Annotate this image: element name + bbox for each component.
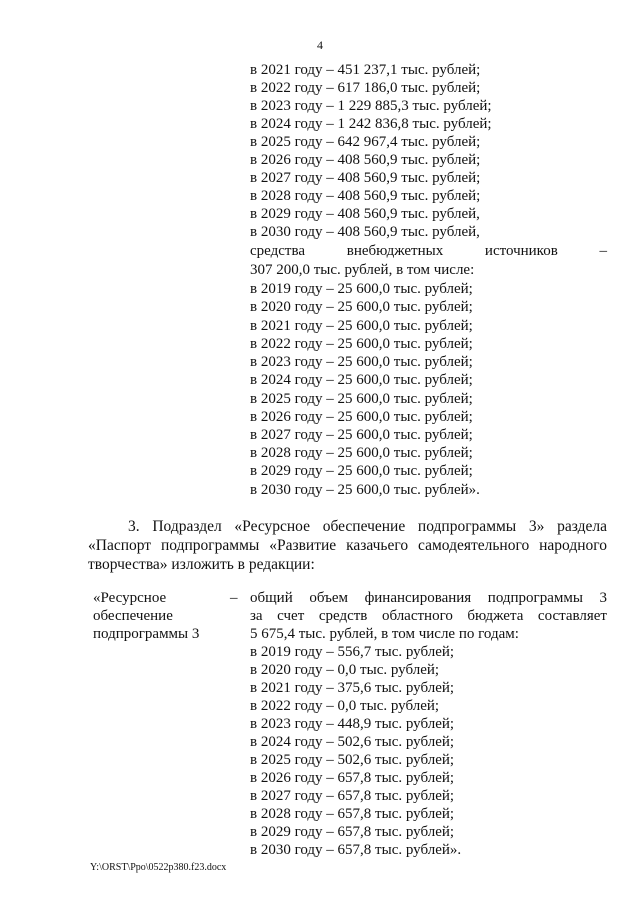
label-line: «Ресурсное (93, 590, 167, 606)
intro-line: 5 675,4 тыс. рублей, в том числе по годам: (250, 626, 519, 642)
year-line: в 2028 году – 657,8 тыс. рублей; (250, 806, 455, 822)
year-line: в 2025 году – 502,6 тыс. рублей; (250, 752, 455, 768)
paragraph-line: 3. Подраздел «Ресурсное обеспечение подпрограммы 3» раздела (128, 518, 607, 535)
year-line: в 2022 году – 0,0 тыс. рублей; (250, 698, 440, 714)
list-item: в 2023 году – 25 600,0 тыс. рублей; (250, 354, 473, 370)
list-item: в 2024 году – 25 600,0 тыс. рублей; (250, 372, 473, 388)
list-item: в 2019 году – 25 600,0 тыс. рублей; (250, 281, 473, 297)
file-path-footer: Y:\ORST\Ppo\0522p380.f23.docx (90, 862, 227, 873)
year-line: в 2024 году – 502,6 тыс. рублей; (250, 734, 455, 750)
list-item: в 2029 году – 25 600,0 тыс. рублей; (250, 463, 473, 479)
list-item: в 2026 году – 408 560,9 тыс. рублей; (250, 152, 481, 168)
year-line: в 2029 году – 657,8 тыс. рублей; (250, 824, 455, 840)
list-item: в 2027 году – 408 560,9 тыс. рублей; (250, 170, 481, 186)
dash-separator: – (230, 590, 238, 606)
label-line: обеспечение (93, 608, 173, 624)
extrabudget-word: – (599, 243, 608, 259)
list-item: в 2020 году – 25 600,0 тыс. рублей; (250, 299, 473, 315)
extrabudget-word: внебюджетных (346, 243, 444, 259)
list-item: в 2023 году – 1 229 885,3 тыс. рублей; (250, 98, 492, 114)
year-line: в 2030 году – 657,8 тыс. рублей». (250, 842, 462, 858)
intro-line: за счет средств областного бюджета составляет (250, 608, 607, 624)
year-line: в 2021 году – 375,6 тыс. рублей; (250, 680, 455, 696)
extrabudget-total: 307 200,0 тыс. рублей, в том числе: (250, 262, 475, 278)
extrabudget-word: средства (250, 243, 306, 259)
list-item: в 2024 году – 1 242 836,8 тыс. рублей; (250, 116, 492, 132)
list-item: в 2021 году – 25 600,0 тыс. рублей; (250, 318, 473, 334)
intro-line: общий объем финансирования подпрограммы 3 (250, 590, 607, 606)
year-line: в 2026 году – 657,8 тыс. рублей; (250, 770, 455, 786)
year-line: в 2023 году – 448,9 тыс. рублей; (250, 716, 455, 732)
list-item: в 2021 году – 451 237,1 тыс. рублей; (250, 62, 481, 78)
year-line: в 2027 году – 657,8 тыс. рублей; (250, 788, 455, 804)
year-line: в 2020 году – 0,0 тыс. рублей; (250, 662, 440, 678)
list-item: в 2029 году – 408 560,9 тыс. рублей, (250, 206, 480, 222)
amendment-paragraph (88, 518, 607, 574)
extrabudget-word: источников (484, 243, 558, 259)
extrabudget-line (250, 242, 607, 260)
page-number: 4 (317, 38, 323, 52)
list-item: в 2022 году – 617 186,0 тыс. рублей; (250, 80, 481, 96)
paragraph-line: «Паспорт подпрограммы «Развитие казачьего самодеятельного народного (88, 537, 607, 554)
list-item: в 2026 году – 25 600,0 тыс. рублей; (250, 409, 473, 425)
list-item: в 2028 году – 408 560,9 тыс. рублей; (250, 188, 481, 204)
list-item: в 2030 году – 408 560,9 тыс. рублей, (250, 224, 480, 240)
list-item: в 2025 году – 642 967,4 тыс. рублей; (250, 134, 481, 150)
paragraph-line: творчества» изложить в редакции: (88, 556, 315, 573)
list-item: в 2028 году – 25 600,0 тыс. рублей; (250, 445, 473, 461)
year-line: в 2019 году – 556,7 тыс. рублей; (250, 644, 455, 660)
resource-label-cell (93, 589, 243, 643)
list-item: в 2022 году – 25 600,0 тыс. рублей; (250, 336, 473, 352)
list-item: в 2025 году – 25 600,0 тыс. рублей; (250, 391, 473, 407)
list-item: в 2027 году – 25 600,0 тыс. рублей; (250, 427, 473, 443)
label-line: подпрограммы 3 (93, 626, 200, 642)
list-item: в 2030 году – 25 600,0 тыс. рублей». (250, 482, 480, 498)
